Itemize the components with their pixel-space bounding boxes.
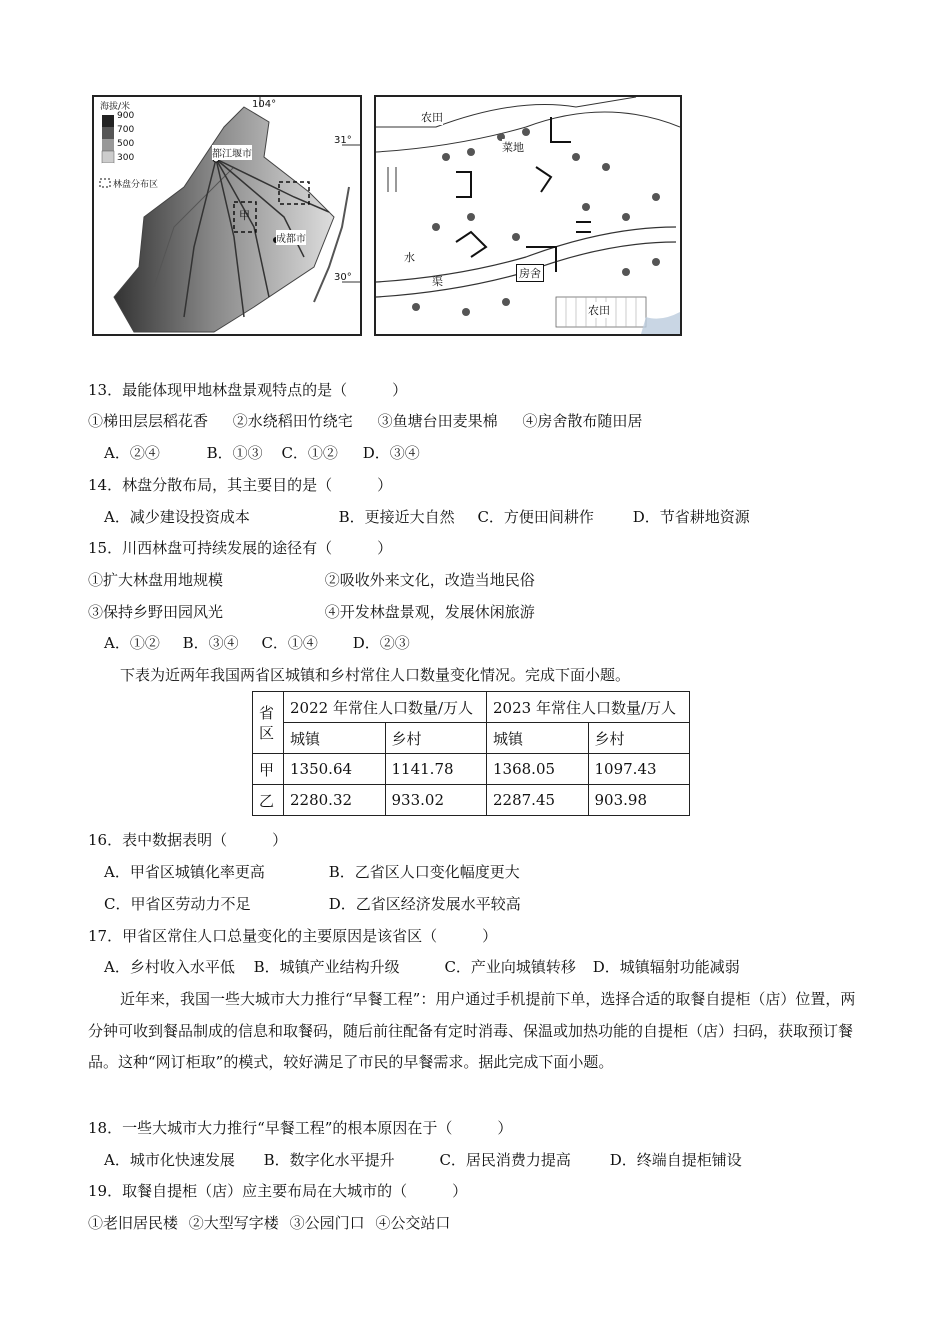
table-subheader: 乡村 bbox=[385, 723, 487, 754]
q19-items bbox=[88, 1213, 450, 1233]
q17-options bbox=[104, 957, 740, 977]
q13-option-b[interactable]: B．①③ bbox=[206, 444, 263, 462]
q13-option-a[interactable]: A．②④ bbox=[104, 444, 160, 462]
latitude-bottom-label: 30° bbox=[334, 272, 352, 283]
q15-items-row2 bbox=[88, 602, 535, 622]
table-cell: 1368.05 bbox=[487, 754, 589, 785]
population-table bbox=[252, 691, 690, 816]
table-subheader: 乡村 bbox=[588, 723, 690, 754]
legend-swatch bbox=[102, 127, 114, 139]
table-row bbox=[253, 754, 690, 785]
table-header-2022: 2022 年常住人口数量/万人 bbox=[284, 692, 487, 723]
q13-options bbox=[104, 443, 420, 463]
q16-option-c[interactable]: C．甲省区劳动力不足 bbox=[104, 895, 251, 913]
table-header-2023: 2023 年常住人口数量/万人 bbox=[487, 692, 690, 723]
map-label: 房舍 bbox=[516, 264, 544, 282]
q16-options-row2 bbox=[104, 894, 521, 914]
table-cell-province: 乙 bbox=[253, 785, 284, 816]
q16-options-row1 bbox=[104, 862, 520, 882]
q15-item: ③保持乡野田园风光 bbox=[88, 603, 224, 621]
table-cell: 933.02 bbox=[385, 785, 487, 816]
table-header-province: 省区 bbox=[253, 692, 284, 754]
map-label: 水 bbox=[404, 251, 415, 264]
longitude-label: 104° bbox=[252, 99, 277, 110]
table-row bbox=[253, 785, 690, 816]
legend-value: 700 bbox=[117, 125, 135, 135]
q17-option-c[interactable]: C．产业向城镇转移 bbox=[444, 958, 576, 976]
q13-item: ③鱼塘台田麦果棉 bbox=[377, 412, 498, 430]
table-cell: 1350.64 bbox=[284, 754, 386, 785]
q15-stem: 15．川西林盘可持续发展的途径有（ ） bbox=[88, 539, 393, 557]
area-label: 甲 bbox=[239, 209, 250, 222]
map-label: 渠 bbox=[432, 275, 443, 288]
map-label: 农田 bbox=[588, 304, 610, 317]
legend-swatch bbox=[102, 139, 114, 151]
q15-options bbox=[104, 633, 410, 653]
legend-value: 300 bbox=[117, 153, 135, 163]
q17-option-d[interactable]: D．城镇辐射功能减弱 bbox=[592, 958, 740, 976]
table-cell: 2280.32 bbox=[284, 785, 386, 816]
city-label: 成都市 bbox=[276, 230, 306, 245]
legend-title: 海拔/米 bbox=[100, 102, 131, 112]
q15-option-a[interactable]: A．①② bbox=[104, 634, 160, 652]
q18-options bbox=[104, 1150, 742, 1170]
q16-option-d[interactable]: D．乙省区经济发展水平较高 bbox=[328, 895, 521, 913]
q14-option-b[interactable]: B．更接近大自然 bbox=[338, 508, 455, 526]
q16-option-a[interactable]: A．甲省区城镇化率更高 bbox=[104, 863, 265, 881]
q19-item: ③公园门口 bbox=[289, 1214, 365, 1232]
q14-stem: 14．林盘分散布局，其主要目的是（ ） bbox=[88, 476, 393, 494]
table-cell: 903.98 bbox=[588, 785, 690, 816]
legend-value: 500 bbox=[117, 139, 135, 149]
q18-option-c[interactable]: C．居民消费力提高 bbox=[439, 1151, 571, 1169]
q17-option-b[interactable]: B．城镇产业结构升级 bbox=[253, 958, 400, 976]
map-label: 菜地 bbox=[502, 141, 524, 154]
table-subheader: 城镇 bbox=[487, 723, 589, 754]
q15-option-c[interactable]: C．①④ bbox=[261, 634, 318, 652]
legend-value: 900 bbox=[117, 111, 135, 121]
q14-options bbox=[104, 507, 750, 527]
table-subheader: 城镇 bbox=[284, 723, 386, 754]
q13-stem: 13．最能体现甲地林盘景观特点的是（ ） bbox=[88, 381, 408, 399]
q19-item: ④公交站口 bbox=[375, 1214, 451, 1232]
breakfast-intro: 近年来，我国一些大城市大力推行“早餐工程”：用户通过手机提前下单，选择合适的取餐自提柜（店）位置，两分钟可收到餐品制成的信息和取餐码，随后前往配备有定时消毒、保温或加热功能的自提柜（店）扫码，获取预订餐品。这种“网订柜取”的模式，较好满足了市民的早餐需求。据此完成下面小题。 bbox=[88, 990, 856, 1071]
q19-stem: 19．取餐自提柜（店）应主要布局在大城市的（ ） bbox=[88, 1182, 468, 1200]
q14-option-a[interactable]: A．减少建设投资成本 bbox=[104, 508, 250, 526]
map-label: 农田 bbox=[421, 111, 443, 124]
legend-forest-label: 林盘分布区 bbox=[113, 180, 159, 190]
q15-option-b[interactable]: B．③④ bbox=[182, 634, 239, 652]
elevation-map bbox=[92, 95, 362, 336]
city-label: 都江堰市 bbox=[212, 145, 252, 160]
latitude-top-label: 31° bbox=[334, 135, 352, 146]
legend-swatch bbox=[102, 115, 114, 127]
q19-item: ②大型写字楼 bbox=[188, 1214, 279, 1232]
q18-option-d[interactable]: D．终端自提柜铺设 bbox=[609, 1151, 742, 1169]
table-cell: 2287.45 bbox=[487, 785, 589, 816]
table-cell: 1097.43 bbox=[588, 754, 690, 785]
q16-stem: 16．表中数据表明（ ） bbox=[88, 831, 288, 849]
q18-option-b[interactable]: B．数字化水平提升 bbox=[263, 1151, 395, 1169]
settlement-sketch-map bbox=[374, 95, 682, 336]
q15-item: ②吸收外来文化，改造当地民俗 bbox=[324, 571, 535, 589]
q15-item: ④开发林盘景观，发展休闲旅游 bbox=[324, 603, 535, 621]
q15-items-row1 bbox=[88, 570, 535, 590]
q18-stem: 18．一些大城市大力推行“早餐工程”的根本原因在于（ ） bbox=[88, 1119, 513, 1137]
q17-stem: 17．甲省区常住人口总量变化的主要原因是该省区（ ） bbox=[88, 927, 498, 945]
q17-option-a[interactable]: A．乡村收入水平低 bbox=[104, 958, 235, 976]
legend-swatch bbox=[102, 151, 114, 163]
settlement-sketch-drawing bbox=[376, 97, 680, 334]
q13-items bbox=[88, 411, 642, 431]
q13-item: ②水绕稻田竹绕宅 bbox=[232, 412, 353, 430]
q13-option-c[interactable]: C．①② bbox=[281, 444, 338, 462]
q19-item: ①老旧居民楼 bbox=[88, 1214, 179, 1232]
q13-item: ①梯田层层稻花香 bbox=[88, 412, 209, 430]
q15-option-d[interactable]: D．②③ bbox=[352, 634, 410, 652]
q15-item: ①扩大林盘用地规模 bbox=[88, 571, 224, 589]
q18-option-a[interactable]: A．城市化快速发展 bbox=[104, 1151, 235, 1169]
q13-option-d[interactable]: D．③④ bbox=[362, 444, 420, 462]
table-cell-province: 甲 bbox=[253, 754, 284, 785]
q14-option-c[interactable]: C．方便田间耕作 bbox=[477, 508, 594, 526]
q16-option-b[interactable]: B．乙省区人口变化幅度更大 bbox=[328, 863, 520, 881]
q13-item: ④房舍散布随田居 bbox=[522, 412, 643, 430]
table-intro: 下表为近两年我国两省区城镇和乡村常住人口数量变化情况。完成下面小题。 bbox=[120, 666, 631, 684]
q14-option-d[interactable]: D．节省耕地资源 bbox=[632, 508, 750, 526]
table-cell: 1141.78 bbox=[385, 754, 487, 785]
